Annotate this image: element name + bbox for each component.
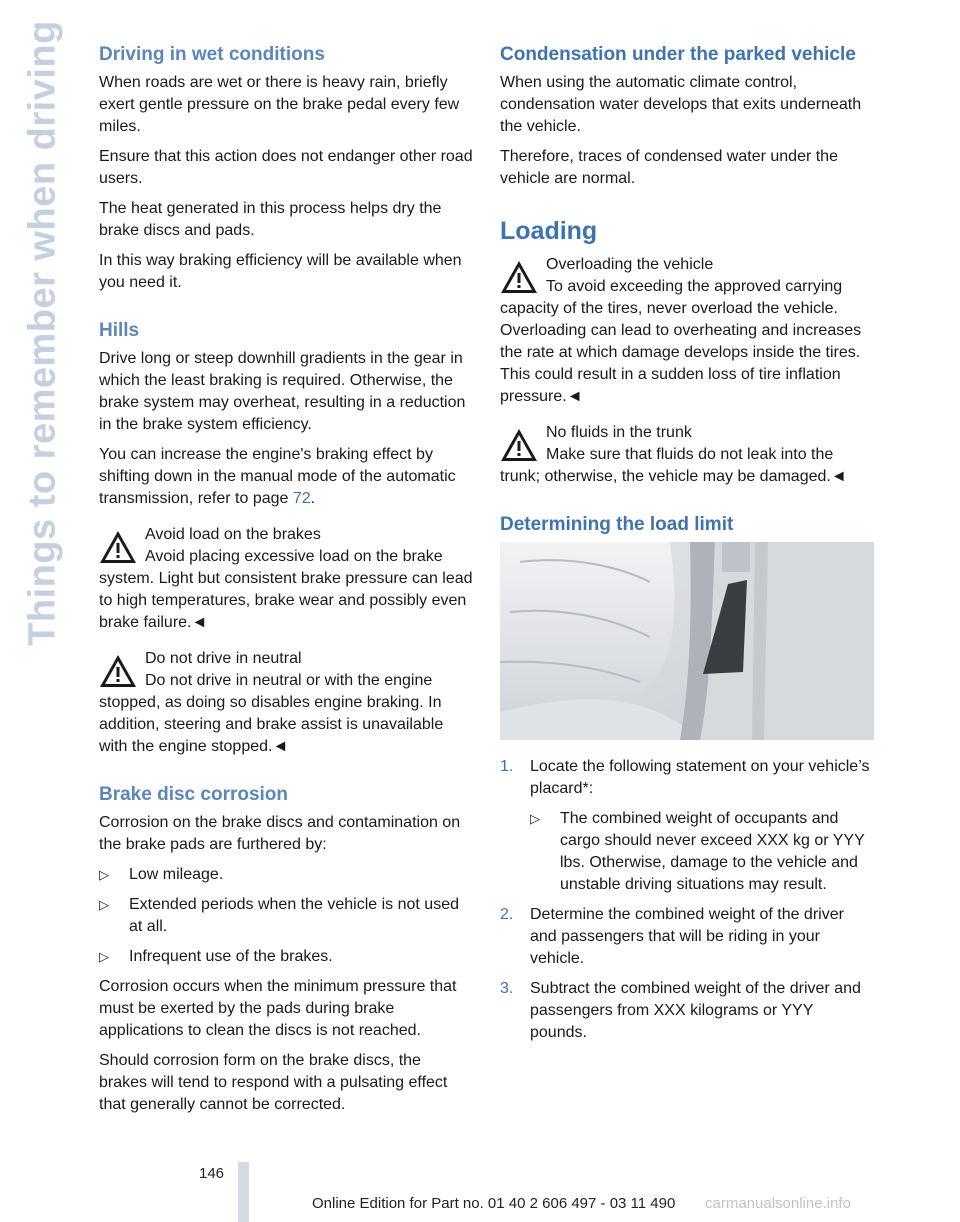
paragraph: Drive long or steep downhill gradients in the gear in which the least braking is required. Otherwise, the brake system may overheat, resulting in a reduction in the brake system efficiency. xyxy=(99,350,466,433)
step-text: Locate the following statement on your vehicle’s placard*: xyxy=(530,758,870,797)
left-column xyxy=(99,44,473,1124)
page-number: 146 xyxy=(199,1165,225,1182)
paragraph-text: You can increase the engine's braking effect by shifting down in the manual mode of the automatic transmission, refer to page xyxy=(99,446,456,507)
paragraph: When roads are wet or there is heavy rain, briefly exert gentle pressure on the brake pedal every few miles. xyxy=(99,74,460,135)
list-item xyxy=(99,894,473,938)
list-item-text: The combined weight of occupants and cargo should never exceed XXX kg or YYY lbs. Otherwise, damage to the vehicle and unstable driving situations may result. xyxy=(560,810,865,893)
heading-condensation: Condensation under the parked vehicle xyxy=(500,44,856,65)
paragraph: In this way braking efficiency will be available when you need it. xyxy=(99,252,462,291)
warning-avoid-load xyxy=(99,524,473,634)
list-item-text: Extended periods when the vehicle is not used at all. xyxy=(129,896,459,935)
paragraph: Corrosion on the brake discs and contamination on the brake pads are furthered by: xyxy=(99,814,461,853)
corrosion-bullet-list xyxy=(99,864,473,968)
warning-neutral xyxy=(99,648,473,758)
heading-wet-conditions: Driving in wet conditions xyxy=(99,44,325,65)
warning-body: Do not drive in neutral or with the engine stopped, as doing so disables engine braking. In addition, steering and brake assist is unavailable with the engine stopped.◄ xyxy=(99,672,444,755)
bullet-marker: ▷ xyxy=(99,897,109,912)
paragraph-end: . xyxy=(310,490,316,507)
list-item xyxy=(500,978,874,1044)
bullet-marker: ▷ xyxy=(99,949,109,964)
list-item xyxy=(99,864,473,886)
list-item xyxy=(99,946,473,968)
warning-title: No fluids in the trunk xyxy=(546,424,692,441)
paragraph-with-link xyxy=(99,444,473,510)
page-footer xyxy=(0,1162,960,1222)
paragraph: Ensure that this action does not endanger other road users. xyxy=(99,148,473,187)
list-item-text: Infrequent use of the brakes. xyxy=(129,948,333,965)
warning-triangle-icon xyxy=(500,428,538,462)
list-item xyxy=(500,756,874,896)
paragraph: When using the automatic climate control, condensation water develops that exits underneath the vehicle. xyxy=(500,74,862,135)
page-reference-link[interactable]: 72 xyxy=(292,490,311,507)
warning-no-fluids xyxy=(500,422,874,488)
edition-text: Online Edition for Part no. 01 40 2 606 497 - 03 11 490 xyxy=(312,1195,676,1212)
side-chapter-title-text: Things to remember when driving xyxy=(21,19,64,646)
step-text: Subtract the combined weight of the driver and passengers from XXX kilograms or YYY pounds. xyxy=(530,980,861,1041)
heading-hills: Hills xyxy=(99,320,140,341)
step-number: 1. xyxy=(500,758,514,775)
step-text: Determine the combined weight of the driver and passengers that will be riding in your vehicle. xyxy=(530,906,844,967)
warning-body: Make sure that fluids do not leak into the trunk; otherwise, the vehicle may be damaged.◄ xyxy=(500,446,847,485)
warning-triangle-icon xyxy=(99,654,137,688)
watermark: carmanualsonline.info xyxy=(705,1195,851,1212)
warning-triangle-icon xyxy=(500,260,538,294)
paragraph: Should corrosion form on the brake discs, the brakes will tend to respond with a pulsating effect that generally cannot be corrected. xyxy=(99,1052,448,1113)
load-limit-steps xyxy=(500,756,874,1044)
paragraph: Therefore, traces of condensed water under the vehicle are normal. xyxy=(500,148,838,187)
warning-triangle-icon xyxy=(99,530,137,564)
bullet-marker: ▷ xyxy=(530,811,540,826)
side-chapter-title xyxy=(18,0,68,665)
paragraph: Corrosion occurs when the minimum pressure that must be exerted by the pads during brake applications to clean the discs is not reached. xyxy=(99,978,457,1039)
list-item-text: Low mileage. xyxy=(129,866,224,883)
warning-title: Overloading the vehicle xyxy=(546,256,714,273)
warning-title: Do not drive in neutral xyxy=(145,650,302,667)
door-pillar-placard-photo xyxy=(500,542,874,740)
warning-body: To avoid exceeding the approved carrying capacity of the tires, never overload the vehicle. Overloading can lead to overheating and increases the rate at which damage develops inside the tires. This could result in a sudden loss of tire inflation pressure.◄ xyxy=(500,278,862,405)
step-sub-list xyxy=(530,808,874,896)
list-item xyxy=(500,904,874,970)
heading-brake-disc-corrosion: Brake disc corrosion xyxy=(99,784,289,805)
list-item xyxy=(530,808,874,896)
warning-body: Avoid placing excessive load on the brake system. Light but consistent brake pressure can lead to high temperatures, brake wear and possibly even brake failure.◄ xyxy=(99,548,473,631)
warning-title: Avoid load on the brakes xyxy=(145,526,321,543)
heading-load-limit: Determining the load limit xyxy=(500,514,734,535)
heading-loading: Loading xyxy=(500,217,598,245)
step-number: 2. xyxy=(500,906,514,923)
step-number: 3. xyxy=(500,980,514,997)
paragraph: The heat generated in this process helps dry the brake discs and pads. xyxy=(99,200,442,239)
right-column xyxy=(500,44,874,1052)
warning-overloading xyxy=(500,254,874,408)
bullet-marker: ▷ xyxy=(99,867,109,882)
footer-bar xyxy=(238,1162,249,1222)
